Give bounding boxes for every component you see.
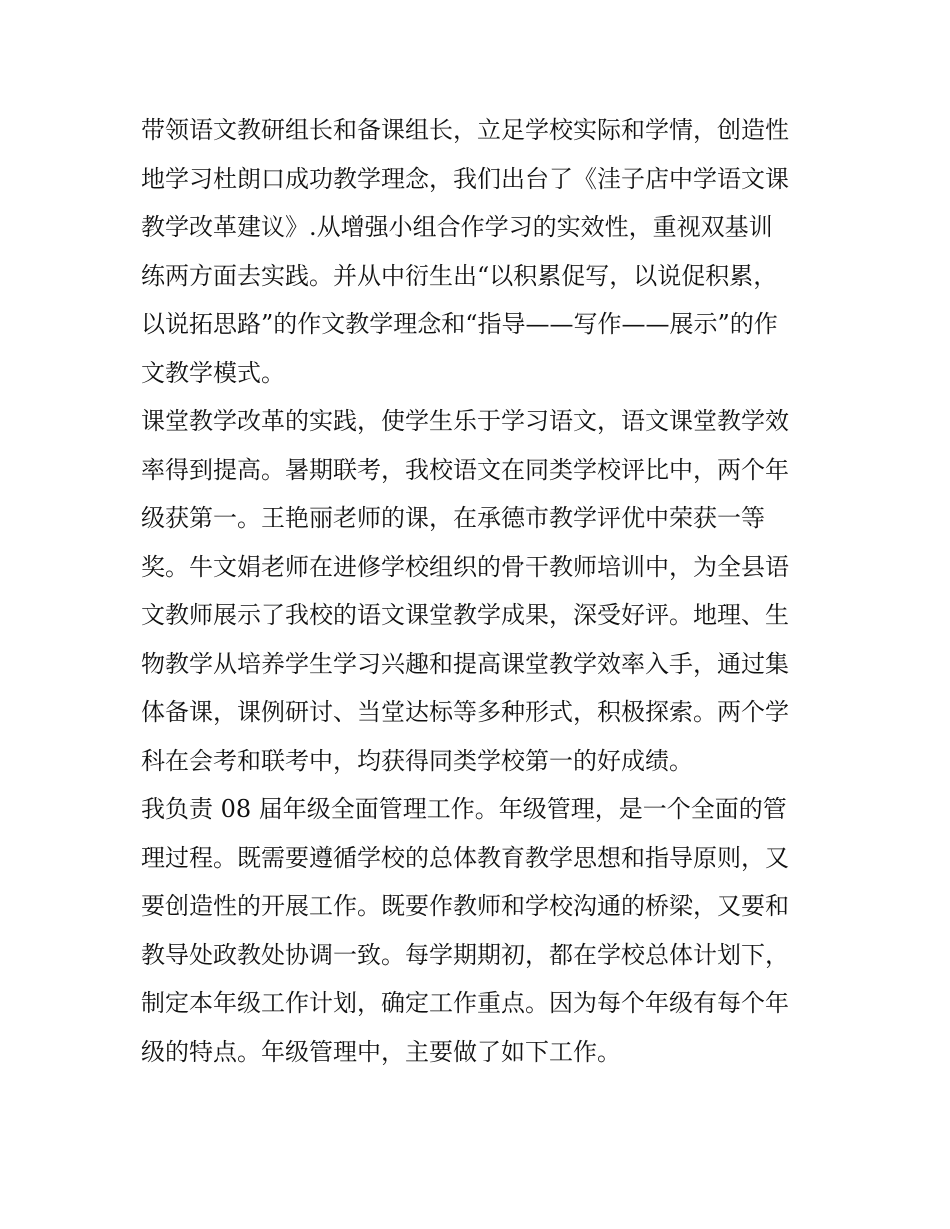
text-line: 物教学从培养学生学习兴趣和提高课堂教学效率入手，通过集 <box>141 649 789 678</box>
text-line: 以说拓思路”的作文教学理念和“指导——写作——展示”的作 <box>141 310 778 338</box>
paragraph-3 <box>141 785 821 1076</box>
text-line: 级获第一。王艳丽老师的课，在承德市教学评优中荣获一等 <box>141 504 765 532</box>
text-line: 我负责 08 届年级全面管理工作。年级管理，是一个全面的管 <box>141 795 787 823</box>
text-line: 带领语文教研组长和备课组长，立足学校实际和学情，创造性 <box>141 116 789 144</box>
text-line: 体备课，课例研讨、当堂达标等多种形式，积极探索。两个学 <box>141 698 789 726</box>
text-line: 文教师展示了我校的语文课堂教学成果，深受好评。地理、生 <box>141 601 789 629</box>
text-line: 地学习杜朗口成功教学理念，我们出台了《洼子店中学语文课 <box>141 164 789 193</box>
paragraph-1 <box>141 106 821 397</box>
text-line: 练两方面去实践。并从中衍生出“以积累促写，以说促积累， <box>141 261 778 290</box>
document-body <box>141 106 821 1076</box>
text-line: 要创造性的开展工作。既要作教师和学校沟通的桥梁，又要和 <box>141 892 789 920</box>
text-line: 制定本年级工作计划，确定工作重点。因为每个年级有每个年 <box>141 989 789 1017</box>
text-line: 级的特点。年级管理中，主要做了如下工作。 <box>141 1037 621 1066</box>
text-line: 率得到提高。暑期联考，我校语文在同类学校评比中，两个年 <box>141 455 789 484</box>
text-line: 奖。牛文娟老师在进修学校组织的骨干教师培训中，为全县语 <box>141 552 789 581</box>
text-line: 教学改革建议》.从增强小组合作学习的实效性，重视双基训 <box>141 213 773 241</box>
text-line: 课堂教学改革的实践，使学生乐于学习语文，语文课堂教学效 <box>141 407 789 435</box>
text-line: 理过程。既需要遵循学校的总体教育教学思想和指导原则，又 <box>141 843 789 872</box>
text-line: 教导处政教处协调一致。每学期期初，都在学校总体计划下， <box>141 940 789 969</box>
text-line: 文教学模式。 <box>141 358 285 387</box>
paragraph-2 <box>141 397 821 785</box>
text-line: 科在会考和联考中，均获得同类学校第一的好成绩。 <box>141 746 693 775</box>
